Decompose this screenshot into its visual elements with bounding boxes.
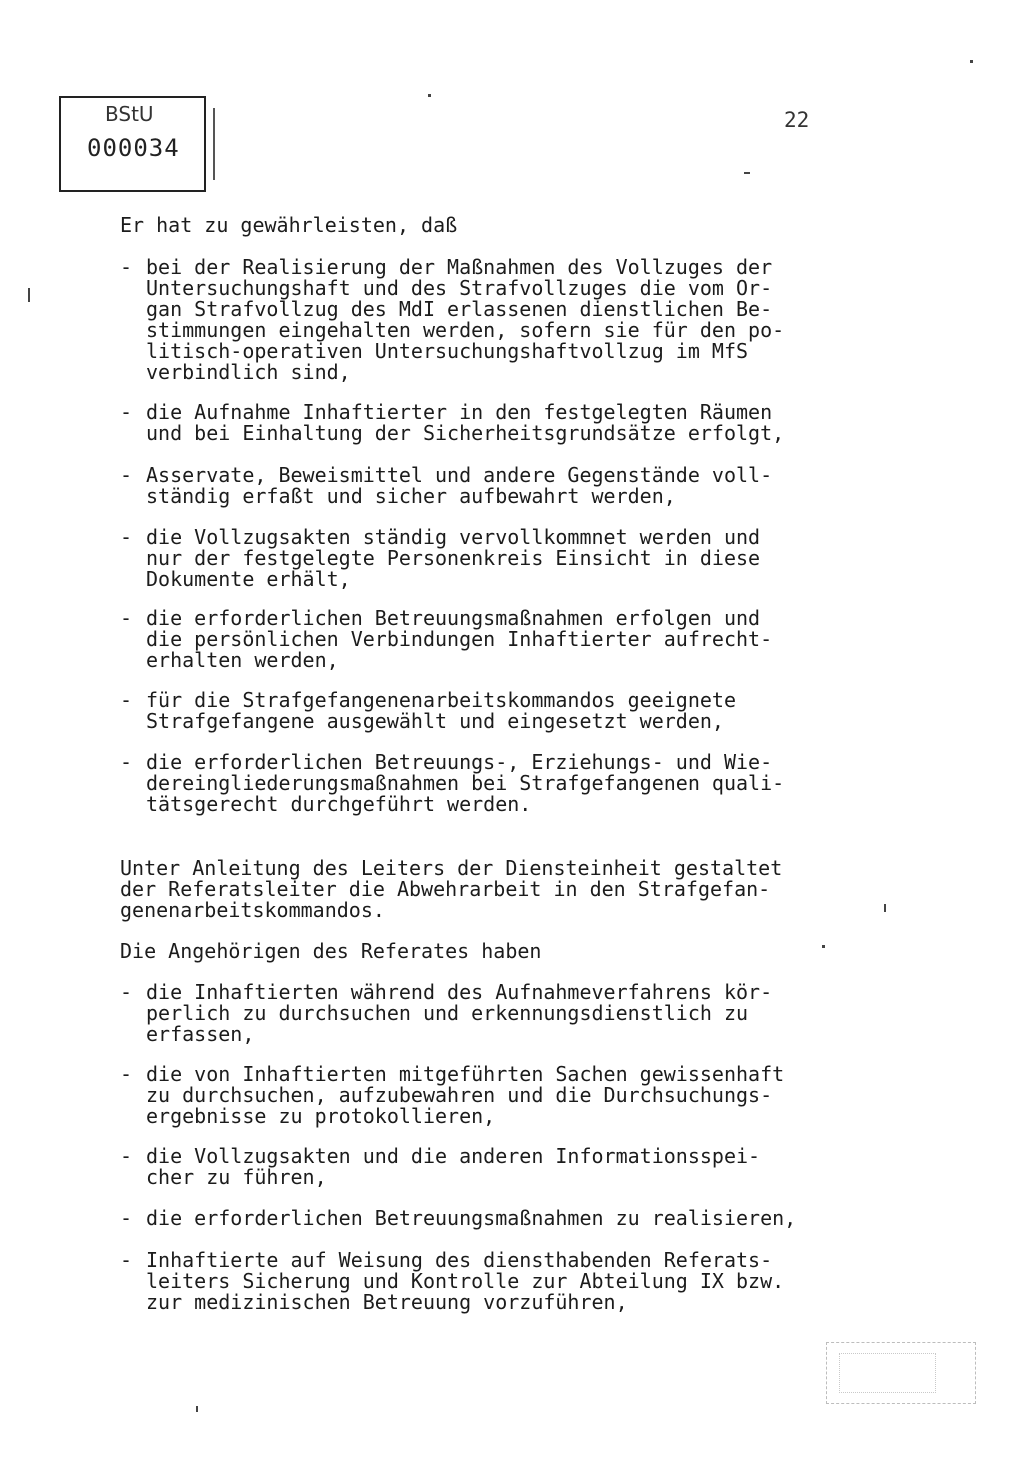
list-item — [120, 1064, 840, 1127]
bullet-dash: - — [120, 400, 133, 424]
intro-text-2: Die Angehörigen des Referates haben — [120, 939, 542, 963]
paragraph — [120, 858, 840, 921]
bullet-text — [146, 527, 840, 590]
text-line: nur der festgelegte Personenkreis Einsicht in diese — [146, 546, 761, 570]
text-line: erhalten werden, — [146, 648, 339, 672]
text-line: die erforderlichen Betreuungsmaßnahmen zu realisieren, — [146, 1206, 797, 1230]
list-item — [120, 465, 840, 507]
bullet-dash: - — [120, 688, 133, 712]
text-line: dereingliederungsmaßnahmen bei Strafgefangenen quali- — [146, 771, 785, 795]
text-line: die Inhaftierten während des Aufnahmeverfahrens kör- — [146, 980, 773, 1004]
bullet-dash: - — [120, 525, 133, 549]
bullet-text — [146, 690, 840, 732]
text-line: Inhaftierte auf Weisung des diensthabenden Referats- — [146, 1248, 773, 1272]
stamp-number: 000034 — [87, 134, 180, 162]
text-line: gan Strafvollzug des MdI erlassenen dienstlichen Be- — [146, 297, 773, 321]
stamp-side-rule — [213, 108, 215, 180]
bullet-dash: - — [120, 1248, 133, 1272]
bullet-dash: - — [120, 980, 133, 1004]
text-line: die Vollzugsakten und die anderen Informationsspei- — [146, 1144, 761, 1168]
text-line: Unter Anleitung des Leiters der Diensteinheit gestaltet — [120, 856, 783, 880]
text-line: perlich zu durchsuchen und erkennungsdienstlich zu — [146, 1001, 749, 1025]
list-item — [120, 527, 840, 590]
text-line: zu durchsuchen, aufzubewahren und die Durchsuchungs- — [146, 1083, 773, 1107]
bullet-dash: - — [120, 463, 133, 487]
text-line: verbindlich sind, — [146, 360, 351, 384]
text-line: bei der Realisierung der Maßnahmen des Vollzuges der — [146, 255, 773, 279]
bullet-dash: - — [120, 1062, 133, 1086]
list-item — [120, 982, 840, 1045]
text-line: tätsgerecht durchgeführt werden. — [146, 792, 532, 816]
list-item — [120, 1208, 840, 1229]
text-line: die persönlichen Verbindungen Inhaftierter aufrecht- — [146, 627, 773, 651]
text-line: der Referatsleiter die Abwehrarbeit in den Strafgefan- — [120, 877, 771, 901]
text-line: die von Inhaftierten mitgeführten Sachen gewissenhaft — [146, 1062, 785, 1086]
bullet-text — [146, 257, 840, 383]
archive-stamp — [59, 96, 206, 192]
list-item — [120, 690, 840, 732]
faded-stamp-inner — [839, 1353, 936, 1393]
list-item — [120, 257, 840, 383]
text-line: ergebnisse zu protokollieren, — [146, 1104, 496, 1128]
bullet-text — [146, 608, 840, 671]
stamp-label: BStU — [105, 102, 154, 126]
text-line: ständig erfaßt und sicher aufbewahrt werden, — [146, 484, 676, 508]
list-item — [120, 402, 840, 444]
list-item — [120, 608, 840, 671]
text-line: erfassen, — [146, 1022, 255, 1046]
bullet-text — [146, 982, 840, 1045]
text-line: die erforderlichen Betreuungs-, Erziehungs- und Wie- — [146, 750, 773, 774]
text-line: Dokumente erhält, — [146, 567, 351, 591]
bullet-text — [146, 1064, 840, 1127]
text-line: für die Strafgefangenenarbeitskommandos geeignete — [146, 688, 737, 712]
page-number: 22 — [784, 108, 810, 132]
text-line: die erforderlichen Betreuungsmaßnahmen erfolgen und — [146, 606, 761, 630]
text-line: die Aufnahme Inhaftierter in den festgelegten Räumen — [146, 400, 773, 424]
bullet-dash: - — [120, 255, 133, 279]
list-item — [120, 752, 840, 815]
list-item — [120, 1250, 840, 1313]
text-line: genenarbeitskommandos. — [120, 898, 385, 922]
faded-stamp — [826, 1342, 976, 1404]
text-line: Strafgefangene ausgewählt und eingesetzt werden, — [146, 709, 724, 733]
bullet-text — [146, 1208, 840, 1229]
text-line: Untersuchungshaft und des Strafvollzuges die vom Or- — [146, 276, 773, 300]
bullet-text — [146, 1146, 840, 1188]
bullet-dash: - — [120, 1206, 133, 1230]
text-line: cher zu führen, — [146, 1165, 327, 1189]
text-line: Asservate, Beweismittel und andere Gegenstände voll- — [146, 463, 773, 487]
bullet-text — [146, 465, 840, 507]
bullet-dash: - — [120, 750, 133, 774]
bullet-dash: - — [120, 606, 133, 630]
list-item — [120, 1146, 840, 1188]
bullet-text — [146, 402, 840, 444]
text-line: litisch-operativen Untersuchungshaftvollzug im MfS — [146, 339, 749, 363]
bullet-text — [146, 752, 840, 815]
bullet-text — [146, 1250, 840, 1313]
text-line: zur medizinischen Betreuung vorzuführen, — [146, 1290, 628, 1314]
text-line: leiters Sicherung und Kontrolle zur Abteilung IX bzw. — [146, 1269, 785, 1293]
bullet-dash: - — [120, 1144, 133, 1168]
text-line: und bei Einhaltung der Sicherheitsgrundsätze erfolgt, — [146, 421, 785, 445]
text-line: die Vollzugsakten ständig vervollkommnet werden und — [146, 525, 761, 549]
text-line: stimmungen eingehalten werden, sofern sie für den po- — [146, 318, 785, 342]
intro-text: Er hat zu gewährleisten, daß — [120, 213, 458, 237]
